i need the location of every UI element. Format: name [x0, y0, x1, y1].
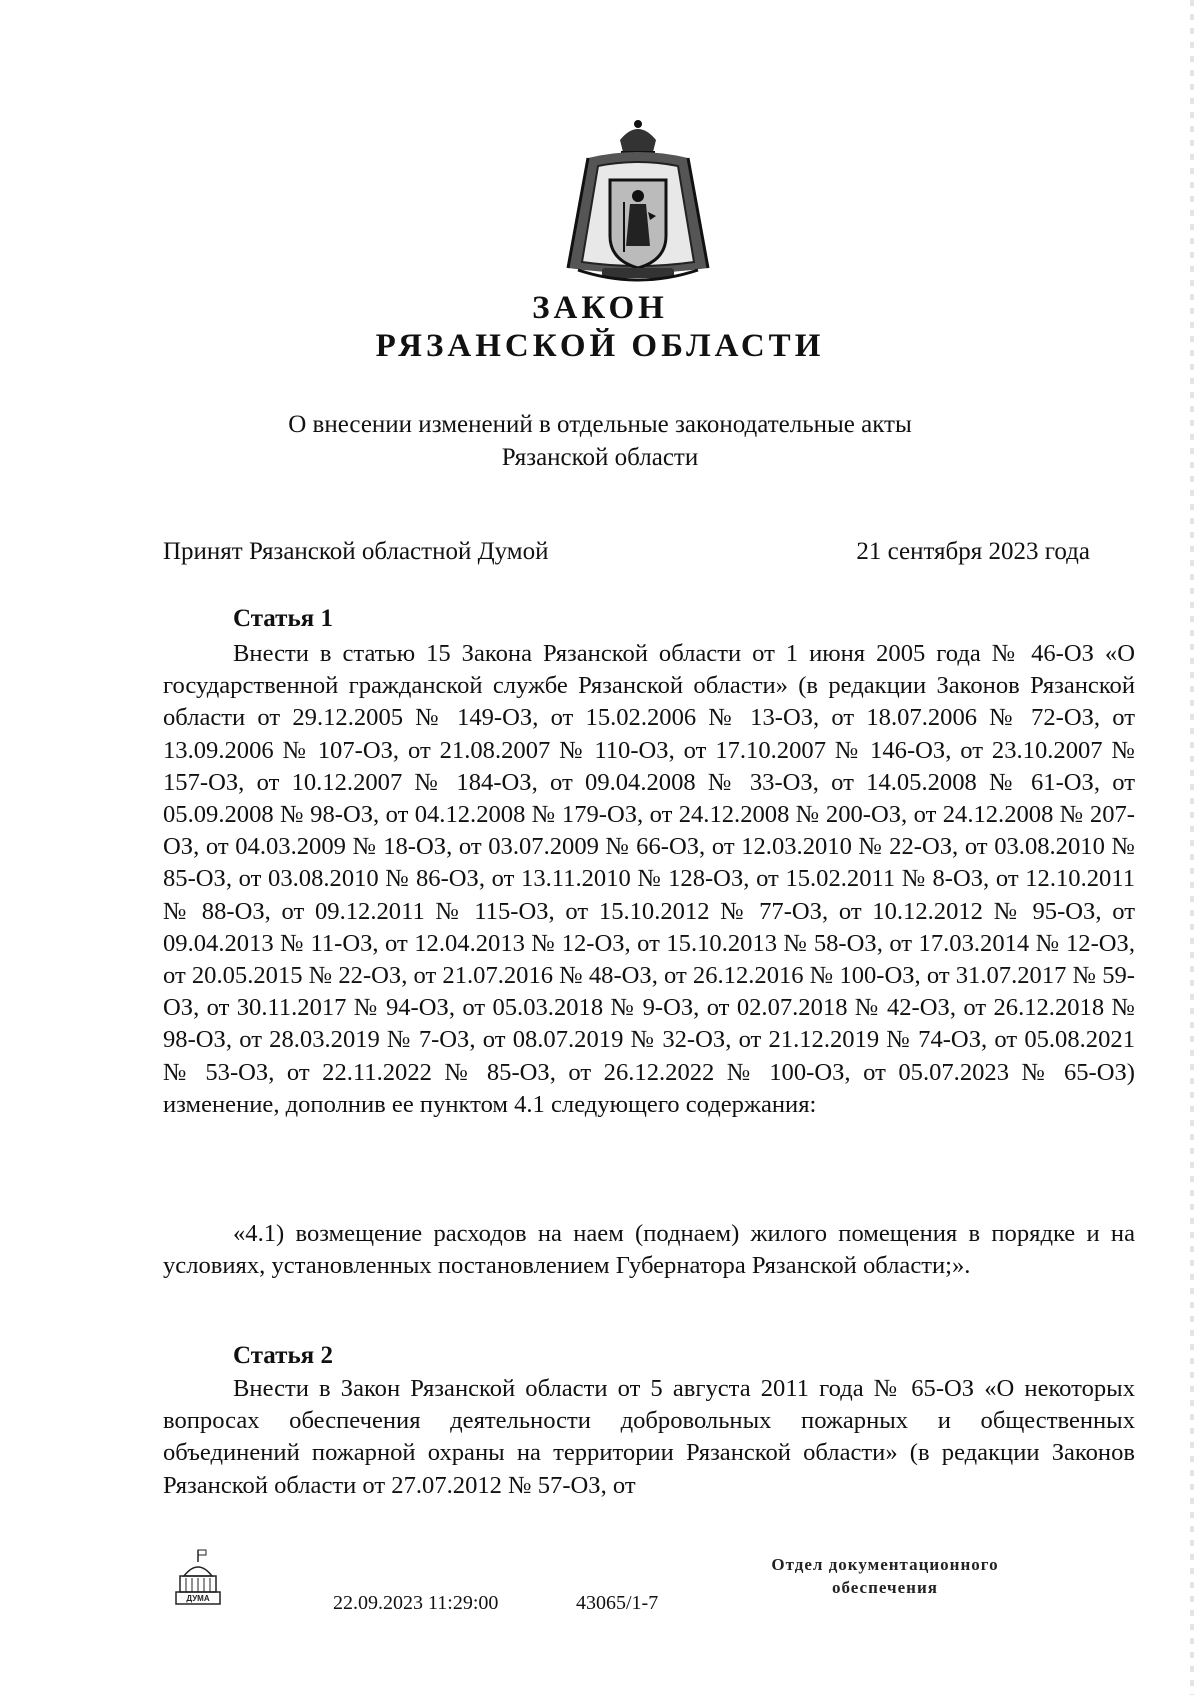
document-title-region: РЯЗАНСКОЙ ОБЛАСТИ	[375, 328, 825, 364]
document-title: ЗАКОН	[532, 290, 668, 326]
article-2-heading: Статья 2	[233, 1342, 333, 1369]
footer-department-stamp: Отдел документационного обеспечения	[771, 1555, 999, 1597]
article-1-quote: «4.1) возмещение расходов на наем (поднаем) жилого помещения в порядке и на условиях, установленных постановлением Губернатора Рязанской области;».	[163, 1220, 1135, 1280]
article-1-text: Внести в статью 15 Закона Рязанской области от 1 июня 2005 года № 46-ОЗ «О государственной гражданской службе Рязанской области» (в редакции Законов Рязанской области от 29.12.2005 № 149-ОЗ, от 15.02.2006 № 13-ОЗ, от 18.07.2006 № 72-ОЗ, от 13.09.2006 № 107-ОЗ, от 21.08.2007 № 110-ОЗ, от 17.10.2007 № 146-ОЗ, от 23.10.2007 № 157-ОЗ, от 10.12.2007 № 184-ОЗ, от 09.04.2008 № 33-ОЗ, от 14.05.2008 № 61-ОЗ, от 05.09.2008 № 98-ОЗ, от 04.12.2008 № 179-ОЗ, от 24.12.2008 № 200-ОЗ, от 24.12.2008 № 207-ОЗ, от 04.03.2009 № 18-ОЗ, от 03.07.2009 № 66-ОЗ, от 12.03.2010 № 22-ОЗ, от 03.08.2010 № 85-ОЗ, от 03.08.2010 № 86-ОЗ, от 13.11.2010 № 128-ОЗ, от 15.02.2011 № 8-ОЗ, от 12.10.2011 № 88-ОЗ, от 09.12.2011 № 115-ОЗ, от 15.10.2012 № 77-ОЗ, от 10.12.2012 № 95-ОЗ, от 09.04.2013 № 11-ОЗ, от 12.04.2013 № 12-ОЗ, от 15.10.2013 № 58-ОЗ, от 17.03.2014 № 12-ОЗ, от 20.05.2015 № 22-ОЗ, от 21.07.2016 № 48-ОЗ, от 26.12.2016 № 100-ОЗ, от 31.07.2017 № 59-ОЗ, от 30.11.2017 № 94-ОЗ, от 05.03.2018 № 9-ОЗ, от 02.07.2018 № 42-ОЗ, от 26.12.2018 № 98-ОЗ, от 28.03.2019 № 7-ОЗ, от 08.07.2019 № 32-ОЗ, от 21.12.2019 № 74-ОЗ, от 05.08.2021 № 53-ОЗ, от 22.11.2022 № 85-ОЗ, от 26.12.2022 № 100-ОЗ, от 05.07.2023 № 65-ОЗ) изменение, дополнив ее пунктом 4.1 следующего содержания:	[163, 640, 1135, 1118]
adopted-date: 21 сентября 2023 года	[856, 538, 1090, 565]
footer-timestamp: 22.09.2023 11:29:00	[333, 1592, 499, 1614]
duma-building-icon	[172, 1548, 224, 1606]
scan-edge	[1190, 0, 1194, 1695]
adopted-by: Принят Рязанской областной Думой	[163, 538, 549, 565]
duma-logo-text: ДУМА	[186, 1594, 210, 1603]
article-2-text: Внести в Закон Рязанской области от 5 августа 2011 года № 65-ОЗ «О некоторых вопросах обеспечения деятельности добровольных пожарных и общественных объединений пожарной охраны на территории Рязанской области» (в редакции Законов Рязанской области от 27.07.2012 № 57-ОЗ, от	[163, 1375, 1135, 1499]
ryazan-coat-of-arms-icon	[558, 118, 718, 290]
law-subject-line-1: О внесении изменений в отдельные законодательные акты	[288, 411, 912, 438]
law-subject-line-2: Рязанской области	[501, 444, 699, 471]
law-subject	[0, 408, 1200, 474]
article-1-heading: Статья 1	[233, 605, 333, 632]
footer-registration-number: 43065/1-7	[576, 1592, 659, 1614]
